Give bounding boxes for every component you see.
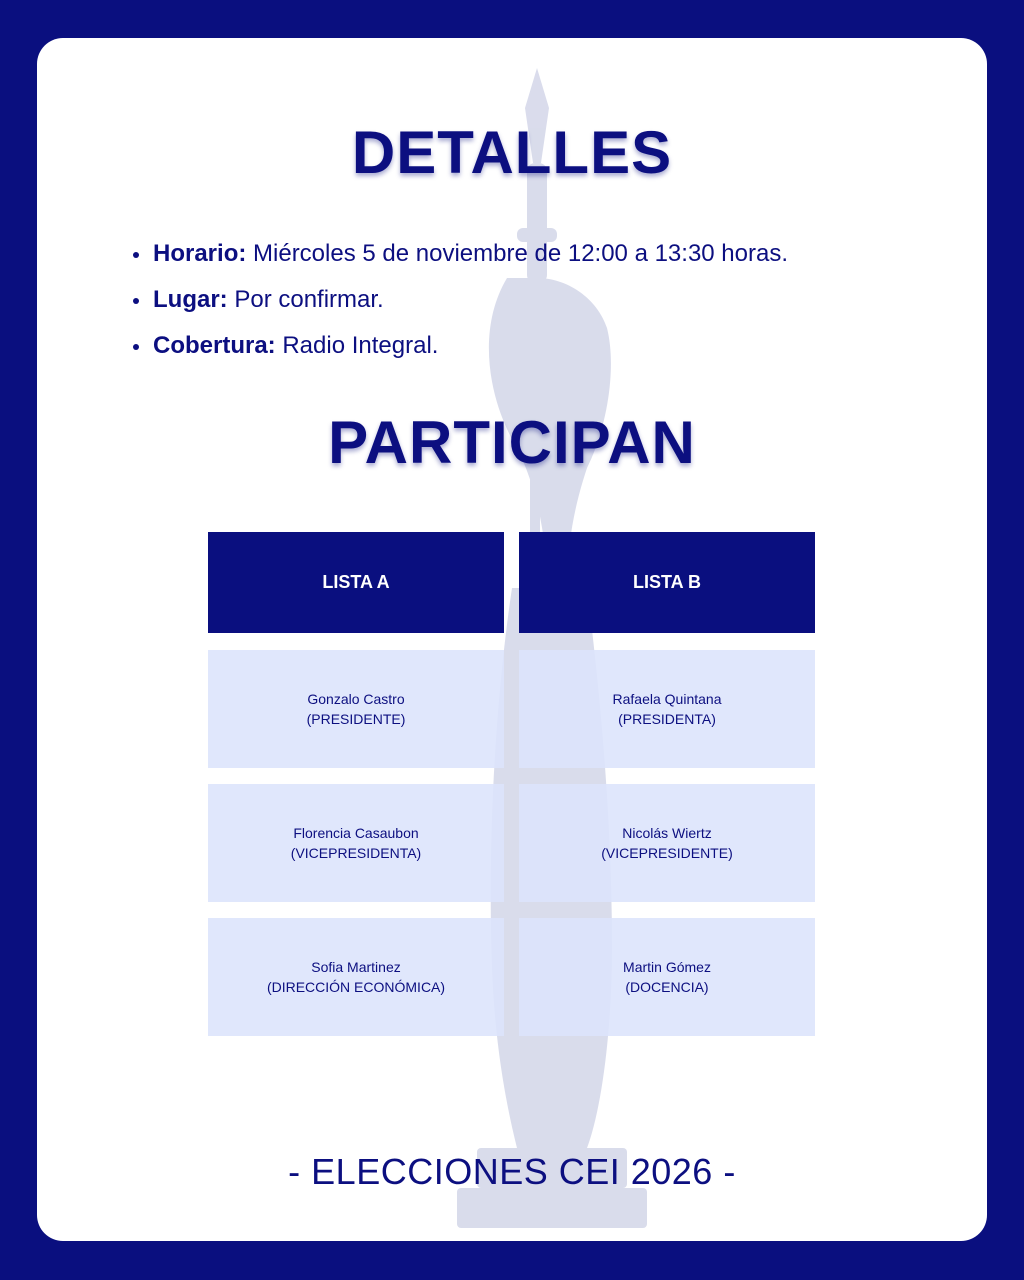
poster-card [37,38,987,1241]
list-b-member [519,918,815,1036]
list-a-label: LISTA A [322,572,390,592]
member-role: (DIRECCIÓN ECONÓMICA) [266,979,446,995]
list-a-member [208,650,504,768]
list-a-header [208,532,504,633]
details-list [133,236,788,374]
member-name: Florencia Casaubon [293,825,419,841]
detail-value: Por confirmar. [234,286,384,313]
detail-lugar [133,282,788,328]
detail-label: Cobertura: [153,332,276,359]
list-a-member [208,784,504,902]
list-b-member [519,650,815,768]
detail-horario [133,236,788,282]
bullet-dot [133,344,139,350]
list-b-label: LISTA B [633,572,701,592]
member-role: (PRESIDENTA) [618,711,716,727]
member-role: (VICEPRESIDENTA) [290,845,422,861]
detail-label: Horario: [153,240,247,267]
bullet-dot [133,298,139,304]
member-name: Gonzalo Castro [307,691,405,707]
detail-cobertura [133,328,788,374]
member-name: Nicolás Wiertz [622,825,712,841]
list-a-member [208,918,504,1036]
footer-text: - ELECCIONES CEI 2026 - [288,1151,736,1192]
list-b-member [519,784,815,902]
details-title: DETALLES [351,119,673,186]
participants-title: PARTICIPAN [328,409,696,476]
list-b-header [519,532,815,633]
detail-value: Radio Integral. [282,332,439,359]
member-role: (DOCENCIA) [625,979,709,995]
detail-value: Miércoles 5 de noviembre de 12:00 a 13:30 horas. [253,240,789,267]
member-name: Rafaela Quintana [612,691,722,707]
member-role: (VICEPRESIDENTE) [601,845,733,861]
detail-label: Lugar: [153,286,228,313]
member-name: Martin Gómez [623,959,711,975]
member-role: (PRESIDENTE) [306,711,406,727]
bullet-dot [133,252,139,258]
member-name: Sofia Martinez [311,959,401,975]
